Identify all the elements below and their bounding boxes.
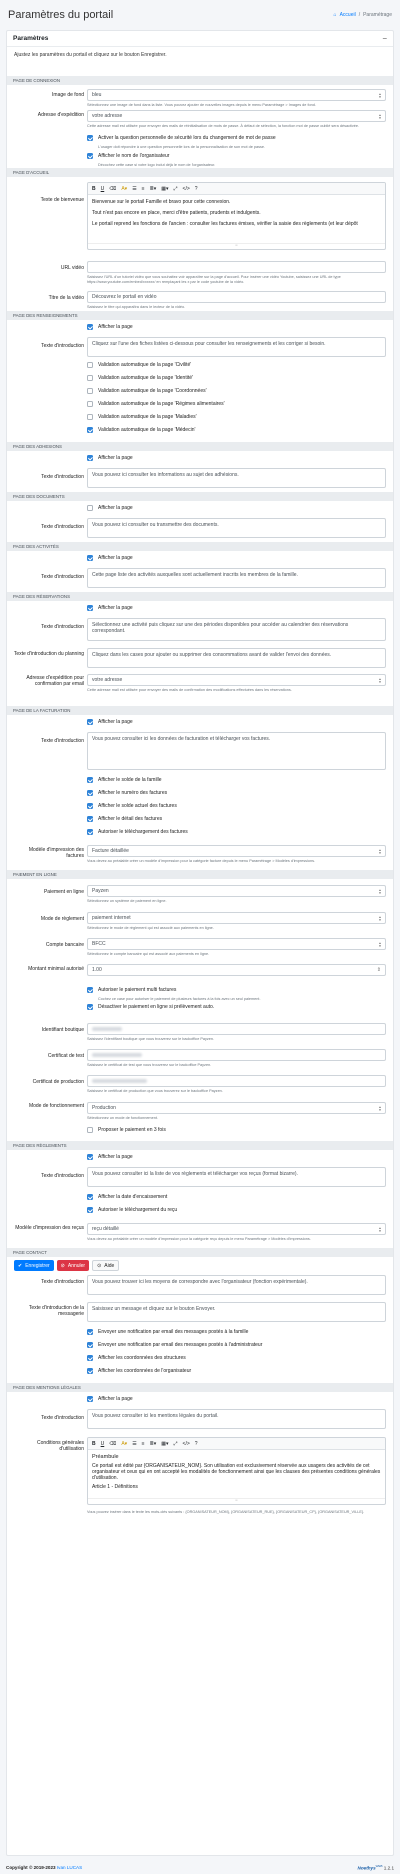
coord-org-row[interactable] <box>87 1368 191 1374</box>
redacted-value <box>92 1053 142 1057</box>
multi-label: Autoriser le paiement multi factures <box>98 987 177 993</box>
val-civilite-label: Validation automatique de la page 'Civilité' <box>98 362 192 368</box>
num-factures-row[interactable] <box>87 790 167 796</box>
val-coord-row[interactable] <box>87 388 207 394</box>
align-icon[interactable]: ≣▾ <box>149 185 157 192</box>
notif-admin-label: Envoyer une notification par email des messages postés à l'administrateur <box>98 1342 263 1348</box>
help-icon: ⊙ <box>97 1262 102 1269</box>
conditions-help: Vous pouvez insérer dans le texte les mots-clés suivants : {ORGANISATEUR_NOM}, {ORGANISATEUR_RUE}, {ORGANISATEUR_CP}, {ORGANISATEUR_VILLE}. <box>87 1510 365 1514</box>
multi-help: Cochez ce case pour autoriser le paiement de plusieurs factures à la fois avec un seul paiement. <box>98 997 261 1001</box>
val-maladies-row[interactable] <box>87 414 197 420</box>
cgu-heading: Préambule <box>92 1454 119 1460</box>
trois-fois-row[interactable] <box>87 1127 166 1133</box>
modele-recus-help: Vous devez au préalable créer un modèle d'impression pour la catégorie reçu depuis le menu Paramétrage > Modèles d'impressions. <box>87 1237 311 1241</box>
conditions-label: Conditions générales d'utilisation <box>37 1440 84 1452</box>
solde-actuel-row[interactable] <box>87 803 177 809</box>
check-icon[interactable] <box>87 816 93 822</box>
num-factures-label: Afficher le numéro des factures <box>98 790 168 796</box>
telech-factures-label: Autoriser le téléchargement des factures <box>98 829 188 835</box>
compte-bancaire-select[interactable]: BFCC ▲▼ <box>87 938 386 950</box>
adresse-exp-help: Cette adresse mail est utilisée pour envoyer des mails de réinitialisation de mots de passe. À défaut de sélection, la fonction mot de passe oublié sera désactivée. <box>87 124 360 128</box>
help-label: Aide <box>104 1262 115 1269</box>
settings-card <box>6 30 394 1856</box>
afficher-page-label: Afficher la page <box>98 605 133 611</box>
welcome-paragraph: Bienvenue sur le portail Famille et bravo pour cette connexion. <box>92 199 231 205</box>
afficher-page-activites[interactable] <box>87 555 133 561</box>
editor-toolbar <box>88 1438 385 1450</box>
check-icon[interactable] <box>87 790 93 796</box>
coord-org-label: Afficher les coordonnées de l'organisateur <box>98 1368 192 1374</box>
cert-prod-input[interactable] <box>87 1075 386 1087</box>
date-encaissement-label: Afficher la date d'encaissement <box>98 1194 168 1200</box>
copyright-text: Copyright © 2019-2023 <box>6 1865 56 1870</box>
checkbox[interactable] <box>87 375 93 381</box>
section-mentions: PAGE DES MENTIONS LÉGALES <box>7 1383 393 1392</box>
intro-reglements-label: Texte d'introduction <box>41 1173 84 1179</box>
footer-brand <box>358 1864 394 1871</box>
telech-recu-label: Autoriser le téléchargement du reçu <box>98 1207 178 1213</box>
afficher-page-label: Afficher la page <box>98 455 133 461</box>
conditions-editor[interactable] <box>87 1437 386 1505</box>
welcome-paragraph: Le portail reprend les fonctions de l'ancien : consulter les factures émises, vérifier la saisie des règlements (et leur dépôt <box>92 221 358 227</box>
section-reservations: PAGE DES RÉSERVATIONS <box>7 592 393 601</box>
afficher-page-label: Afficher la page <box>98 505 133 511</box>
image-fond-select[interactable]: bleu ▲▼ <box>87 89 386 101</box>
mode-reglement-help: Sélectionnez le mode de règlement qui est associé aux paiements en ligne. <box>87 926 214 930</box>
afficher-page-label: Afficher la page <box>98 719 133 725</box>
card-body <box>7 47 393 1524</box>
editor-toolbar <box>88 183 385 195</box>
check-icon[interactable] <box>87 1004 93 1010</box>
titre-video-input[interactable]: Découvrez le portail en vidéo <box>87 291 386 303</box>
redacted-value <box>92 1079 147 1083</box>
breadcrumb <box>334 12 392 18</box>
image-fond-label: Image de fond <box>52 92 84 98</box>
check-icon[interactable] <box>87 719 93 725</box>
intro-renseignements-label: Texte d'introduction <box>41 343 84 349</box>
intro-planning-label: Texte d'introduction du planning <box>13 651 84 657</box>
identifiant-label: Identifiant boutique <box>41 1027 84 1033</box>
check-icon[interactable] <box>87 427 93 433</box>
mode-fonct-label: Mode de fonctionnement <box>28 1103 84 1109</box>
intro-facturation-textarea[interactable]: Vous pouvez consulter ici les données de facturation et télécharger vos factures. <box>87 732 386 770</box>
intro-adhesions-textarea[interactable]: Vous pouvez ici consulter les informations au sujet des adhésions. <box>87 468 386 488</box>
cert-prod-help: Saisissez le certificat de production que vous trouverez sur le backoffice Payzen. <box>87 1089 223 1093</box>
afficher-page-label: Afficher la page <box>98 324 133 330</box>
help-icon[interactable]: ? <box>194 1440 198 1447</box>
check-icon[interactable] <box>87 1194 93 1200</box>
intro-facturation-label: Texte d'introduction <box>41 738 84 744</box>
adresse-exp-select[interactable]: votre adresse ▲▼ <box>87 110 386 122</box>
afficher-page-mentions[interactable] <box>87 1396 133 1402</box>
question-checkbox-row[interactable] <box>87 135 276 141</box>
intro-activites-textarea[interactable]: Cette page liste des activités auxquelles sont actuellement inscrits les membres de la famille. <box>87 568 386 588</box>
intro-message-label: Texte d'introduction de la messagerie <box>28 1305 84 1317</box>
fullscreen-icon[interactable]: ⤢ <box>173 1440 178 1447</box>
check-icon[interactable] <box>87 1342 93 1348</box>
check-icon[interactable] <box>87 135 93 141</box>
check-icon[interactable] <box>87 829 93 835</box>
mode-fonct-help: Sélectionnez un mode de fonctionnement. <box>87 1116 158 1120</box>
section-renseignements: PAGE DES RENSEIGNEMENTS <box>7 311 393 320</box>
url-video-help: Saisissez l'URL d'un tutoriel vidéo que vous souhaitez voir apparaître sur la page d'accueil. Pour insérer une vidéo Youtube, saisissez une URL de type https://www.youtube.com/embed/xxxxxx/ en remplaçant les x par le code youtube de la vidéo. <box>87 275 341 284</box>
check-icon[interactable] <box>87 153 93 159</box>
detail-factures-label: Afficher le détail des factures <box>98 816 163 822</box>
notif-famille-row[interactable] <box>87 1329 248 1335</box>
mode-fonct-select[interactable]: Production ▲▼ <box>87 1102 386 1114</box>
afficher-page-facturation[interactable] <box>87 719 133 725</box>
numbered-list-icon[interactable]: ≡ <box>141 1440 145 1447</box>
breadcrumb-home[interactable]: Accueil <box>339 12 356 18</box>
table-icon[interactable]: ▦▾ <box>161 185 169 192</box>
afficher-page-adhesions[interactable] <box>87 455 133 461</box>
check-icon[interactable] <box>87 324 93 330</box>
welcome-paragraph: Tout n'est pas encore en place, merci d'être patients, prudents et indulgents. <box>92 210 261 216</box>
help-icon[interactable]: ? <box>194 185 198 192</box>
coord-structures-label: Afficher les coordonnées des structures <box>98 1355 186 1361</box>
stepper-icon[interactable]: ⇕ <box>376 967 381 973</box>
footer <box>0 1861 400 1874</box>
cert-test-label: Certificat de test <box>47 1053 84 1059</box>
check-icon[interactable] <box>87 1154 93 1160</box>
section-connexion: PAGE DE CONNEXION <box>7 76 393 85</box>
intro-reservations-label: Texte d'introduction <box>41 624 84 630</box>
adresse-conf-help: Cette adresse mail est utilisée pour envoyer des mails de confirmation des modifications effectuées dans les réservations. <box>87 688 292 692</box>
intro-contact-textarea[interactable]: Vous pouvez trouver ici les moyens de correspondre avec l'organisateur (fonction expérimentale). <box>87 1275 386 1295</box>
redacted-value <box>92 1027 122 1031</box>
underline-icon[interactable]: U <box>100 1440 105 1447</box>
intro-contact-label: Texte d'introduction <box>41 1279 84 1285</box>
eraser-icon[interactable]: ⌫ <box>109 1440 117 1447</box>
intro-planning-textarea[interactable]: Cliquez dans les cases pour ajouter ou supprimer des consommations avant de valider l'envoi des données. <box>87 648 386 668</box>
checkbox[interactable] <box>87 505 93 511</box>
afficher-page-label: Afficher la page <box>98 1396 133 1402</box>
checkbox[interactable] <box>87 401 93 407</box>
afficher-page-renseignements[interactable] <box>87 324 133 330</box>
modele-recus-label: Modèle d'impression des reçus <box>15 1225 84 1231</box>
intro-reservations-textarea[interactable]: Sélectionnez une activité puis cliquez sur une des périodes disponibles pour accéder au calendrier des réservations correspondant. <box>87 618 386 641</box>
url-video-input[interactable] <box>87 261 386 273</box>
check-icon: ✔ <box>18 1262 23 1269</box>
val-civilite-row[interactable] <box>87 362 191 368</box>
titre-video-help: Saisissez le titre qui apparaîtra dans le lecteur de la vidéo. <box>87 305 186 309</box>
val-medecin-label: Validation automatique de la page 'Médecin' <box>98 427 196 433</box>
card-title: Paramètres <box>13 35 49 42</box>
telech-factures-row[interactable] <box>87 829 188 835</box>
bullet-list-icon[interactable]: ☰ <box>132 1440 137 1447</box>
intro-activites-label: Texte d'introduction <box>41 574 84 580</box>
table-icon[interactable]: ▦▾ <box>161 1440 169 1447</box>
check-icon[interactable] <box>87 1396 93 1402</box>
val-coord-label: Validation automatique de la page 'Coordonnées' <box>98 388 207 394</box>
check-icon[interactable] <box>87 1368 93 1374</box>
modele-factures-label: Modèle d'impression des factures <box>28 847 84 859</box>
checkbox[interactable] <box>87 414 93 420</box>
identifiant-input[interactable] <box>87 1023 386 1035</box>
titre-video-label: Titre de la vidéo <box>48 295 84 301</box>
page-header <box>0 0 400 30</box>
desactiver-label: Désactiver le paiement en ligne si prélèvement auto. <box>98 1004 215 1010</box>
code-icon[interactable]: </> <box>182 1440 190 1447</box>
breadcrumb-separator: / <box>358 12 361 18</box>
val-regimes-label: Validation automatique de la page 'Régimes alimentaires' <box>98 401 225 407</box>
cert-test-help: Saisissez le certificat de test que vous trouverez sur le backoffice Payzen. <box>87 1063 212 1067</box>
val-maladies-label: Validation automatique de la page 'Maladies' <box>98 414 197 420</box>
identifiant-help: Saisissez l'identifiant boutique que vous trouverez sur le backoffice Payzen. <box>87 1037 215 1041</box>
resize-grip[interactable]: ═ <box>88 243 385 247</box>
section-reglements: PAGE DES RÈGLEMENTS <box>7 1141 393 1150</box>
adresse-conf-select[interactable]: votre adresse ▲▼ <box>87 674 386 686</box>
text-color-icon[interactable]: A▾ <box>121 185 128 192</box>
check-icon[interactable] <box>87 777 93 783</box>
check-icon[interactable] <box>87 1207 93 1213</box>
val-medecin-row[interactable] <box>87 427 195 433</box>
intro-message-textarea[interactable]: Saisissez un message et cliquez sur le bouton Envoyer. <box>87 1302 386 1322</box>
modele-recus-select[interactable]: reçu détaillé ▲▼ <box>87 1223 386 1235</box>
montant-min-input[interactable] <box>87 964 386 976</box>
footer-copyright <box>6 1865 82 1870</box>
section-facturation: PAGE DE LA FACTURATION <box>7 706 393 715</box>
paiement-select[interactable]: Payzen ▲▼ <box>87 885 386 897</box>
check-icon[interactable] <box>87 987 93 993</box>
minus-icon[interactable]: − <box>382 34 387 43</box>
section-activites: PAGE DES ACTIVITÉS <box>7 542 393 551</box>
check-icon[interactable] <box>87 1355 93 1361</box>
action-buttons <box>14 1260 119 1271</box>
afficher-page-documents[interactable] <box>87 505 133 511</box>
underline-icon[interactable]: U <box>100 185 105 192</box>
bold-icon[interactable]: B <box>92 1440 96 1447</box>
bullet-list-icon[interactable]: ☰ <box>132 185 137 192</box>
check-icon[interactable] <box>87 605 93 611</box>
eraser-icon[interactable]: ⌫ <box>109 185 117 192</box>
welcome-editor[interactable] <box>87 182 386 250</box>
cert-test-input[interactable] <box>87 1049 386 1061</box>
intro-documents-textarea[interactable]: Vous pouvez ici consulter ou transmettre des documents. <box>87 518 386 538</box>
check-icon[interactable] <box>87 803 93 809</box>
afficher-page-reservations[interactable] <box>87 605 133 611</box>
coord-structures-row[interactable] <box>87 1355 186 1361</box>
val-identite-label: Validation automatique de la page 'Identité' <box>98 375 193 381</box>
nom-org-help: Décochez cette case si votre logo inclut déjà le nom de l'organisateur. <box>98 163 216 167</box>
cgu-article: Article 1 - Définitions <box>92 1484 138 1490</box>
detail-factures-row[interactable] <box>87 816 162 822</box>
nom-org-label: Afficher le nom de l'organisateur <box>98 153 170 159</box>
home-icon[interactable]: ⌂ <box>333 12 337 18</box>
afficher-page-label: Afficher la page <box>98 555 133 561</box>
intro-renseignements-textarea[interactable]: Cliquez sur l'une des fiches listées ci-dessous pour consulter les renseignements et les corriger si besoin. <box>87 337 386 357</box>
cgu-paragraph: Ce portail est édité par {ORGANISATEUR_NOM}. Son utilisation est exclusivement réservée aux usagers des activités de cet organisateur et ceux qui en ont accepté les modalités de fonctionnement ainsi que les clauses des présentes conditions générales d'utilisation. <box>92 1463 381 1481</box>
intro-documents-label: Texte d'introduction <box>41 524 84 530</box>
trois-fois-label: Proposer le paiement en 3 fois <box>98 1127 166 1133</box>
author-link[interactable]: Ivan LUCAS <box>56 1865 83 1870</box>
brand-name: Noethys <box>357 1865 376 1871</box>
check-icon[interactable] <box>87 1329 93 1335</box>
intro-adhesions-label: Texte d'introduction <box>41 474 84 480</box>
date-encaissement-row[interactable] <box>87 1194 167 1200</box>
val-regimes-row[interactable] <box>87 401 225 407</box>
montant-min-label: Montant minimal autorisé <box>28 966 84 972</box>
resize-grip[interactable]: ═ <box>88 1498 385 1502</box>
desactiver-row[interactable] <box>87 1004 214 1010</box>
notif-admin-row[interactable] <box>87 1342 262 1348</box>
card-header <box>7 31 393 47</box>
bold-icon[interactable]: B <box>92 185 96 192</box>
url-video-label: URL vidéo <box>60 265 84 271</box>
montant-min-value: 1.00 <box>92 967 102 973</box>
adresse-exp-label: Adresse d'expédition <box>37 112 84 118</box>
welcome-content[interactable] <box>88 195 385 243</box>
text-color-icon[interactable]: A▾ <box>121 1440 128 1447</box>
afficher-page-label: Afficher la page <box>98 1154 133 1160</box>
modele-factures-help: Vous devez au préalable créer un modèle d'impression pour la catégorie facture depuis le menu Paramétrage > Modèles d'impressions. <box>87 859 316 863</box>
solde-actuel-label: Afficher le solde actuel des factures <box>98 803 177 809</box>
checkbox[interactable] <box>87 1127 93 1133</box>
multi-row[interactable] <box>87 987 176 993</box>
section-adhesions: PAGE DES ADHESIONS <box>7 442 393 451</box>
page-title: Paramètres du portail <box>8 9 114 21</box>
afficher-page-reglements[interactable] <box>87 1154 133 1160</box>
notif-famille-label: Envoyer une notification par email des messages postés à la famille <box>98 1329 249 1335</box>
save-button[interactable] <box>14 1260 54 1271</box>
paiement-help: Sélectionnez un système de paiement en ligne. <box>87 899 167 903</box>
question-label: Activer la question personnelle de sécurité lors du changement de mot de passe <box>98 135 276 141</box>
ban-icon: ⊘ <box>60 1262 65 1269</box>
section-accueil: PAGE D'ACCUEIL <box>7 168 393 177</box>
version-text: 1.2.1 <box>383 1865 394 1871</box>
intro-reglements-textarea[interactable]: Vous pouvez consulter ici la liste de vos règlements et télécharger vos reçus (format bizarre). <box>87 1167 386 1187</box>
adresse-conf-label: Adresse d'expédition pour confirmation par email <box>26 675 84 687</box>
question-help: L'usager doit répondre à une question personnelle lors de la personnalisation de son mot de passe. <box>98 145 266 149</box>
compte-bancaire-help: Sélectionnez le compte bancaire qui est associé aux paiements en ligne. <box>87 952 210 956</box>
solde-famille-row[interactable] <box>87 777 162 783</box>
intro-mentions-textarea[interactable]: Vous pouvez consulter ici les mentions légales du portail. <box>87 1409 386 1429</box>
mode-reglement-label: Mode de règlement <box>40 916 84 922</box>
conditions-content[interactable] <box>88 1450 385 1498</box>
telech-recu-row[interactable] <box>87 1207 177 1213</box>
help-button[interactable] <box>92 1260 119 1271</box>
check-icon[interactable] <box>87 455 93 461</box>
code-icon[interactable]: </> <box>182 185 190 192</box>
intro-text: Ajustez les paramètres du portail et cliquez sur le bouton Enregistrer. <box>14 52 167 58</box>
val-identite-row[interactable] <box>87 375 193 381</box>
numbered-list-icon[interactable]: ≡ <box>141 185 145 192</box>
checkbox[interactable] <box>87 388 93 394</box>
checkbox[interactable] <box>87 362 93 368</box>
section-documents: PAGE DES DOCUMENTS <box>7 492 393 501</box>
section-contact: PAGE CONTACT <box>7 1248 393 1257</box>
compte-bancaire-label: Compte bancaire <box>45 942 84 948</box>
solde-famille-label: Afficher le solde de la famille <box>98 777 162 783</box>
cancel-button[interactable] <box>57 1260 89 1271</box>
check-icon[interactable] <box>87 555 93 561</box>
save-label: Enregistrer <box>25 1262 50 1269</box>
fullscreen-icon[interactable]: ⤢ <box>173 185 178 192</box>
modele-factures-select[interactable]: Facture détaillée ▲▼ <box>87 845 386 857</box>
paiement-label: Paiement en ligne <box>43 889 84 895</box>
cancel-label: Annuler <box>67 1262 86 1269</box>
brand-sup: WEB <box>375 1864 383 1869</box>
welcome-label: Texte de bienvenue <box>40 197 84 203</box>
nom-org-checkbox-row[interactable] <box>87 153 169 159</box>
image-fond-help: Sélectionnez une image de fond dans la liste. Vous pouvez ajouter de nouvelles images depuis le menu Paramétrage > Images de fond. <box>87 103 316 107</box>
breadcrumb-current: Paramétrage <box>363 12 392 18</box>
cert-prod-label: Certificat de production <box>32 1079 84 1085</box>
section-paiement: PAIEMENT EN LIGNE <box>7 870 393 879</box>
intro-mentions-label: Texte d'introduction <box>41 1415 84 1421</box>
mode-reglement-select[interactable]: paiement internet ▲▼ <box>87 912 386 924</box>
align-icon[interactable]: ≣▾ <box>149 1440 157 1447</box>
